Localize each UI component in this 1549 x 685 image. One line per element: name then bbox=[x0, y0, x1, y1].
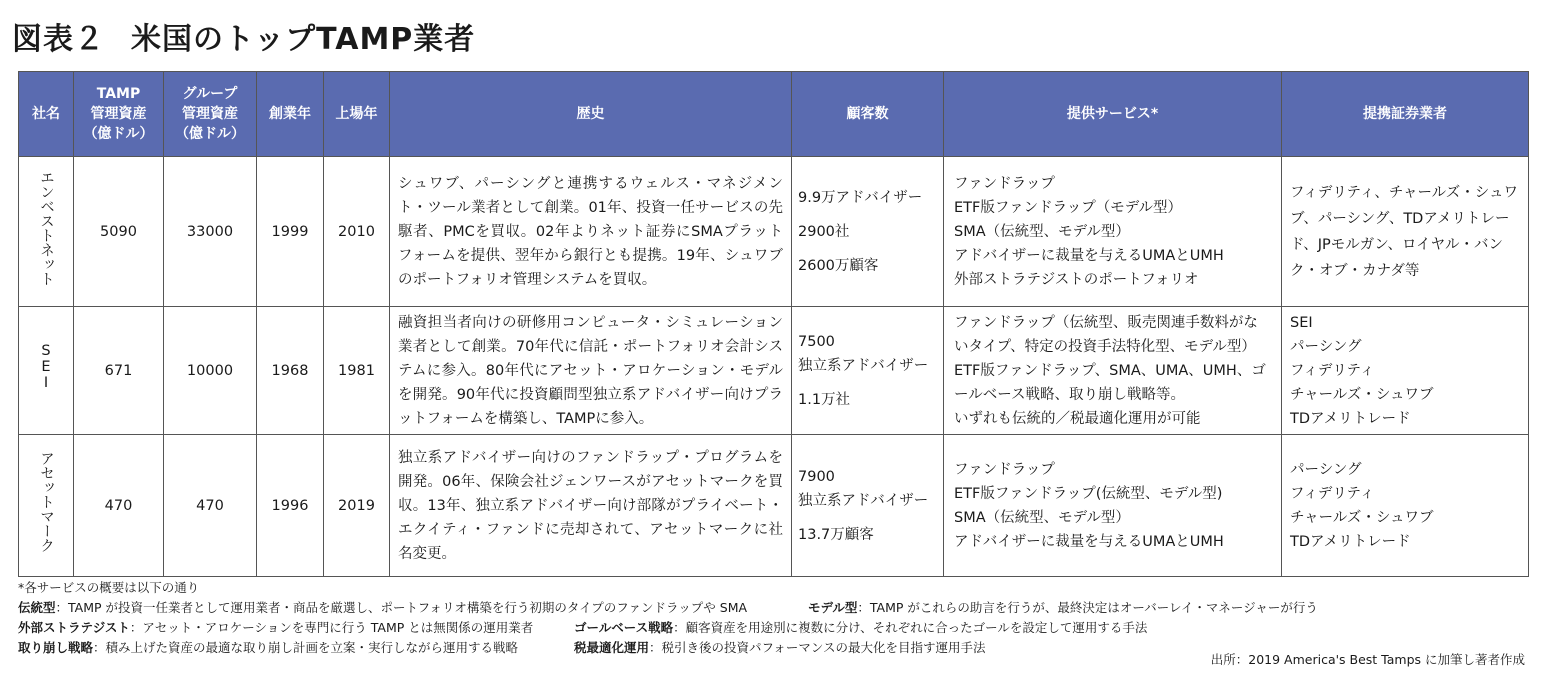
header-founded: 創業年 bbox=[257, 72, 324, 157]
footnote-line bbox=[18, 598, 1318, 618]
tamp-aum: 470 bbox=[74, 435, 164, 577]
tamp-aum: 5090 bbox=[74, 157, 164, 307]
header-group-aum: グループ 管理資産 （億ドル） bbox=[164, 72, 257, 157]
table-row bbox=[19, 307, 1529, 435]
footnote-term: 伝統型 bbox=[18, 600, 56, 615]
header-row bbox=[19, 72, 1529, 157]
listed-year: 1981 bbox=[324, 307, 390, 435]
header-brokers: 提携証券業者 bbox=[1282, 72, 1529, 157]
group-aum: 33000 bbox=[164, 157, 257, 307]
footnote-intro: *各サービスの概要は以下の通り bbox=[18, 580, 200, 595]
listed-year: 2010 bbox=[324, 157, 390, 307]
history-text: シュワブ、パーシングと連携するウェルス・マネジメント・ツール業者として創業。01年、投資一任サービスの先駆者、PMCを買収。02年よりネット証券にSMAプラットフォームを提供、翌年から銀行とも提携。19年、シュワブのポートフォリオ管理システムを買収。 bbox=[390, 157, 792, 307]
services-list: ファンドラップ ETF版ファンドラップ(伝統型、モデル型) SMA（伝統型、モデル型） アドバイザーに裁量を与えるUMAとUMH bbox=[944, 435, 1282, 577]
founded-year: 1996 bbox=[257, 435, 324, 577]
services-list: ファンドラップ ETF版ファンドラップ（モデル型） SMA（伝統型、モデル型） アドバイザーに裁量を与えるUMAとUMH 外部ストラテジストのポートフォリオ bbox=[944, 157, 1282, 307]
footnote-line bbox=[18, 638, 986, 658]
listed-year: 2019 bbox=[324, 435, 390, 577]
figure-label: 図表２ bbox=[12, 22, 105, 57]
company-name: エンベストネット bbox=[19, 157, 74, 307]
source-note: 出所：2019 America's Best Tamps に加筆し著者作成 bbox=[1210, 652, 1525, 667]
table-row bbox=[19, 435, 1529, 577]
header-history: 歴史 bbox=[390, 72, 792, 157]
founded-year: 1999 bbox=[257, 157, 324, 307]
footnote-term: 外部ストラテジスト bbox=[18, 620, 130, 635]
brokers-list: SEI パーシング フィデリティ チャールズ・シュワブ TDアメリトレード bbox=[1282, 307, 1529, 435]
services-list: ファンドラップ（伝統型、販売関連手数料がないタイプ、特定の投資手法特化型、モデル型） ETF版ファンドラップ、SMA、UMA、UMH、ゴールベース戦略、取り崩し戦略等。 いずれも伝統的／税最適化運用が可能 bbox=[944, 307, 1282, 435]
group-aum: 10000 bbox=[164, 307, 257, 435]
footnote-term: モデル型 bbox=[808, 600, 858, 615]
table-row bbox=[19, 157, 1529, 307]
client-count: 7900 独立系アドバイザー 13.7万顧客 bbox=[792, 435, 944, 577]
footnote-desc: ：税引き後の投資パフォーマンスの最大化を目指す運用手法 bbox=[649, 640, 986, 655]
footnotes bbox=[18, 578, 1318, 658]
footnote-desc: ：アセット・アロケーションを専門に行う TAMP とは無関係の運用業者 bbox=[129, 620, 534, 635]
company-name: アセットマーク bbox=[19, 435, 74, 577]
footnote-desc: ：積み上げた資産の最適な取り崩し計画を立案・実行しながら運用する戦略 bbox=[93, 640, 519, 655]
history-text: 融資担当者向けの研修用コンピュータ・シミュレーション業者として創業。70年代に信託・ポートフォリオ会計システムに参入。80年代にアセット・アロケーション・モデルを開発。90年代に投資顧問型独立系アドバイザー向けプラットフォームを構築し、TAMPに参入。 bbox=[390, 307, 792, 435]
footnote-line bbox=[18, 618, 1148, 638]
history-text: 独立系アドバイザー向けのファンドラップ・プログラムを開発。06年、保険会社ジェンワースがアセットマークを買収。13年、独立系アドバイザー向け部隊がプライベート・エクイティ・ファンドに売却されて、アセットマークに社名変更。 bbox=[390, 435, 792, 577]
founded-year: 1968 bbox=[257, 307, 324, 435]
brokers-list: フィデリティ、チャールズ・シュワブ、パーシング、TDアメリトレード、JPモルガン、ロイヤル・バンク・オブ・カナダ等 bbox=[1282, 157, 1529, 307]
tamp-aum: 671 bbox=[74, 307, 164, 435]
group-aum: 470 bbox=[164, 435, 257, 577]
figure-title: 米国のトップTAMP業者 bbox=[131, 22, 476, 57]
footnote-desc: ：顧客資産を用途別に複数に分け、それぞれに合ったゴールを設定して運用する手法 bbox=[673, 620, 1148, 635]
header-clients: 顧客数 bbox=[792, 72, 944, 157]
client-count: 7500 独立系アドバイザー 1.1万社 bbox=[792, 307, 944, 435]
footnote-desc: ：TAMP が投資一任業者として運用業者・商品を厳選し、ポートフォリオ構築を行う初期のタイプのファンドラップや SMA bbox=[55, 600, 748, 615]
tamp-table bbox=[18, 71, 1529, 577]
brokers-list: パーシング フィデリティ チャールズ・シュワブ TDアメリトレード bbox=[1282, 435, 1529, 577]
header-name: 社名 bbox=[19, 72, 74, 157]
header-listed: 上場年 bbox=[324, 72, 390, 157]
header-tamp-aum: TAMP 管理資産 （億ドル） bbox=[74, 72, 164, 157]
footnote-desc: ：TAMP がこれらの助言を行うが、最終決定はオーバーレイ・マネージャーが行う bbox=[857, 600, 1318, 615]
header-services: 提供サービス* bbox=[944, 72, 1282, 157]
page-title bbox=[12, 14, 475, 58]
footnote-term: 取り崩し戦略 bbox=[18, 640, 94, 655]
footnote-term: ゴールベース戦略 bbox=[574, 620, 674, 635]
client-count: 9.9万アドバイザー 2900社 2600万顧客 bbox=[792, 157, 944, 307]
footnote-term: 税最適化運用 bbox=[574, 640, 650, 655]
company-name: SEI bbox=[19, 307, 74, 435]
